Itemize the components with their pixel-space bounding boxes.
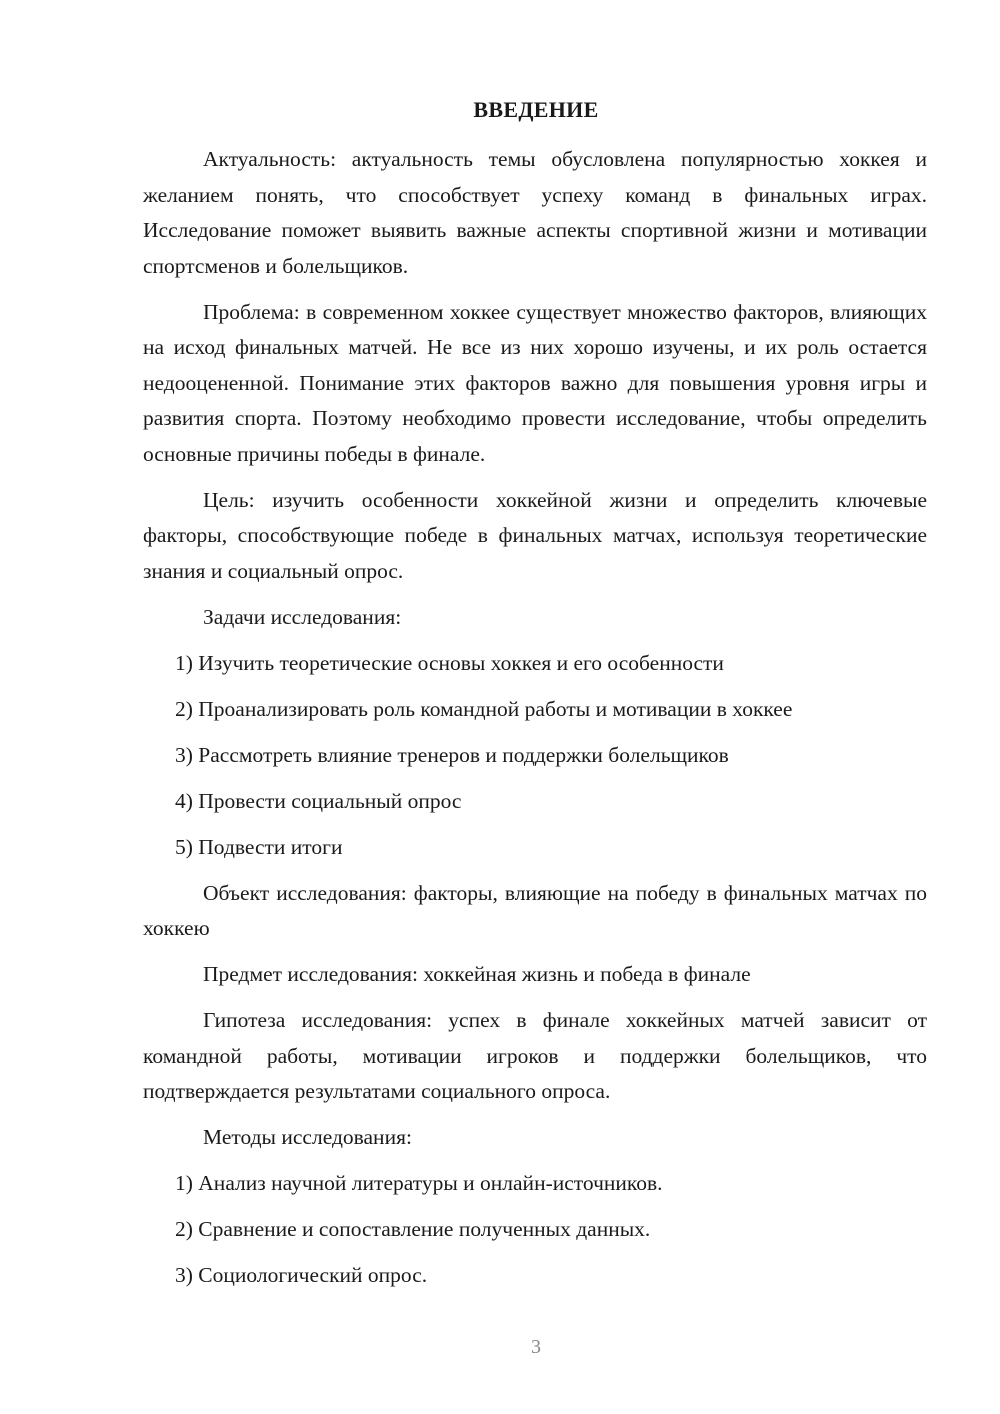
tasks-list — [143, 646, 927, 866]
tasks-heading: Задачи исследования: — [203, 604, 402, 629]
methods-heading: Методы исследования: — [203, 1125, 412, 1149]
list-item: 4) Провести социальный опрос — [175, 788, 462, 813]
paragraph-hypothesis: Гипотеза исследования: успех в финале хоккейных матчей зависит от командной работы, мотивации игроков и поддержки болельщиков, что подтверждается результатами социального опроса. — [143, 1008, 927, 1103]
list-item: 3) Социологический опрос. — [175, 1263, 428, 1287]
paragraph-subject: Предмет исследования: хоккейная жизнь и победа в финале — [203, 962, 751, 986]
paragraph-relevance: Актуальность: актуальность темы обусловлена популярностью хоккея и желанием понять, что способствует успеху команд в финальных играх. Исследование поможет выявить важные аспекты спортивной жизни и мотивации спортсменов и болельщиков. — [143, 147, 927, 278]
paragraph-object: Объект исследования: факторы, влияющие на победу в финальных матчах по хоккею — [143, 880, 927, 940]
list-item: 1) Анализ научной литературы и онлайн-источников. — [175, 1171, 663, 1195]
list-item: 5) Подвести итоги — [175, 834, 343, 859]
list-item: 3) Рассмотреть влияние тренеров и поддержки болельщиков — [175, 742, 729, 767]
methods-list — [143, 1166, 927, 1294]
list-item: 2) Проанализировать роль командной работы и мотивации в хоккее — [175, 696, 793, 721]
page-number: 3 — [531, 1336, 541, 1358]
list-item: 1) Изучить теоретические основы хоккея и его особенности — [175, 650, 724, 675]
list-item: 2) Сравнение и сопоставление полученных данных. — [175, 1217, 651, 1241]
page-title: ВВЕДЕНИЕ — [473, 97, 599, 122]
document-body — [143, 142, 927, 1304]
paragraph-goal: Цель: изучить особенности хоккейной жизни и определить ключевые факторы, способствующие победе в финальных матчах, используя теоретические знания и социальный опрос. — [143, 487, 927, 583]
paragraph-problem: Проблема: в современном хоккее существует множество факторов, влияющих на исход финальных матчей. Не все из них хорошо изучены, и их роль остается недооцененной. Понимание этих факторов важно для повышения уровня игры и развития спорта. Поэтому необходимо провести исследование, чтобы определить основные причины победы в финале. — [143, 299, 927, 466]
